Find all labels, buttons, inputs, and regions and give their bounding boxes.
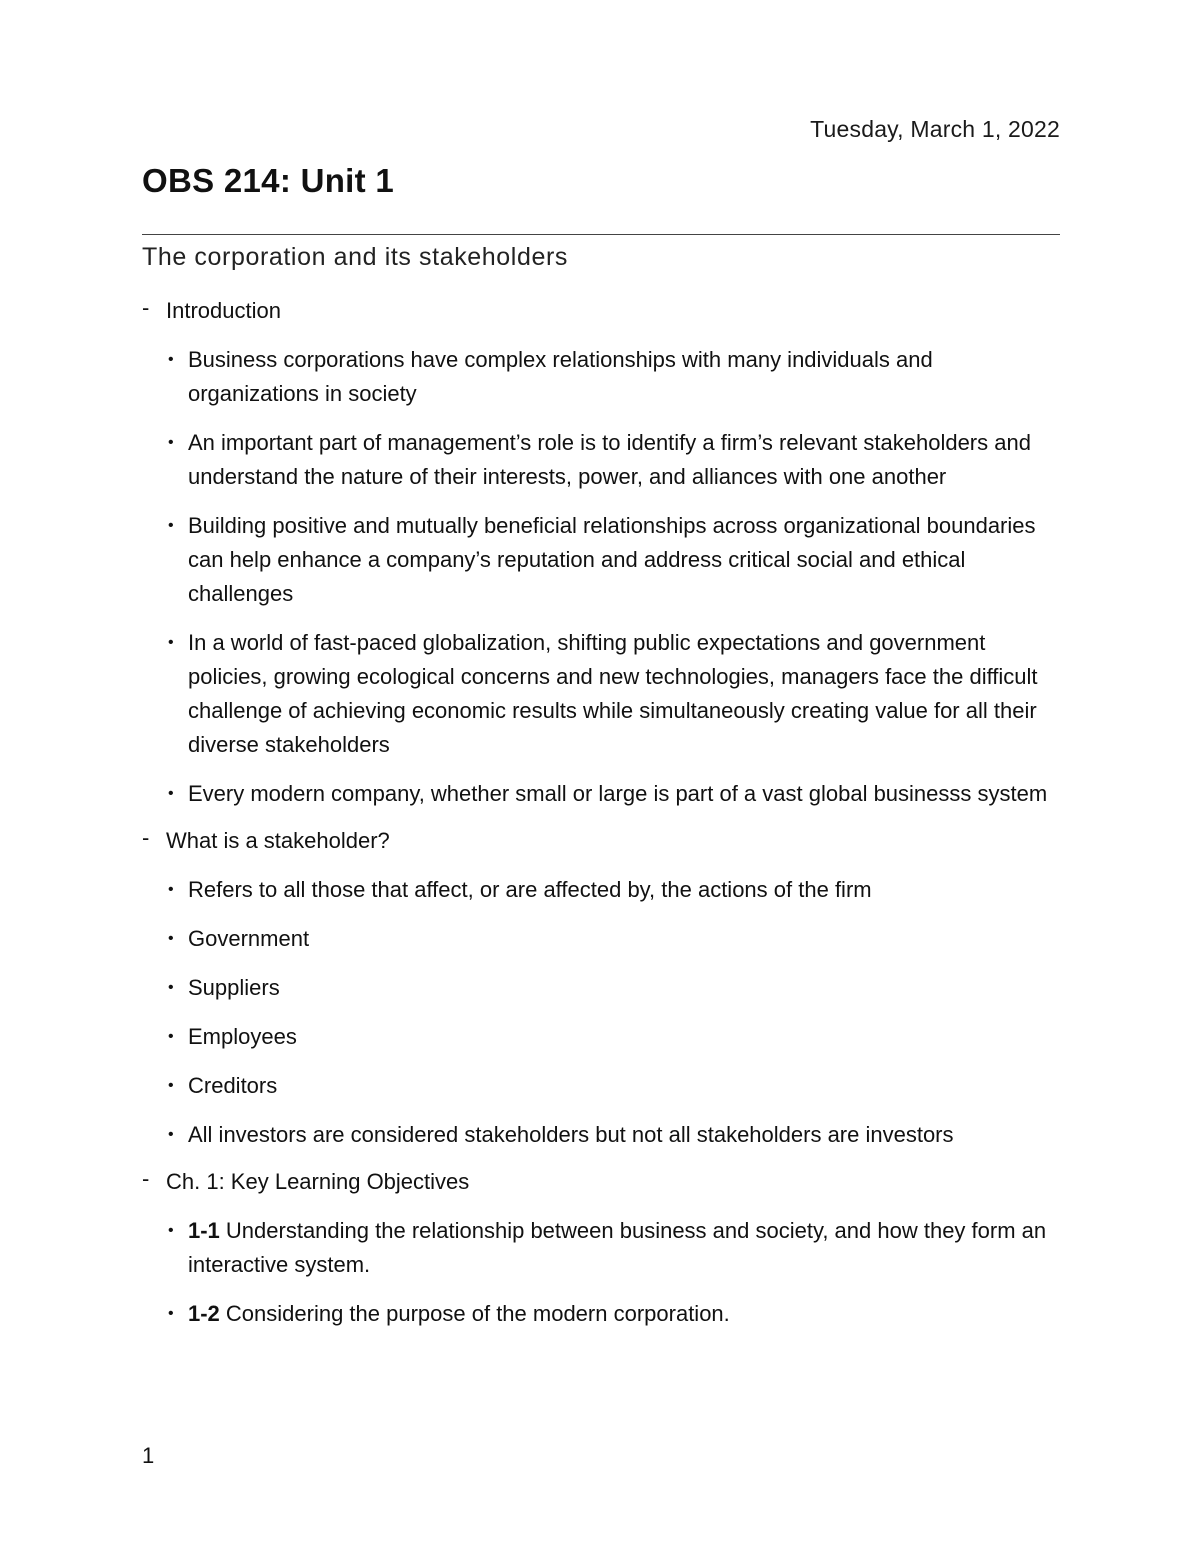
list-item-text: Employees [188,1024,297,1049]
dash-marker: - [142,295,150,320]
bullet-list [142,343,1060,811]
list-item-text: Creditors [188,1073,278,1098]
section-subtitle: The corporation and its stakeholders [142,243,568,271]
bullet-list [142,873,1060,1152]
section-heading-text: Ch. 1: Key Learning Objectives [166,1169,470,1194]
list-item-text: Government [188,926,310,951]
section-learning-objectives [142,1167,1060,1331]
bullet-marker: • [168,979,174,996]
list-item-text: Refers to all those that affect, or are affected by, the actions of the firm [188,877,872,902]
list-item [142,343,1060,411]
section-heading [142,296,1060,326]
bullet-list [142,1214,1060,1331]
list-item [142,509,1060,611]
list-item [142,1069,1060,1103]
bullet-marker: • [168,434,174,451]
list-item-text: In a world of fast-paced globalization, shifting public expectations and government policies, growing ecological concerns and new technologies, managers face the difficult challenge of achieving economic results while simultaneously creating value for all their diverse stakeholders [188,630,1038,757]
list-item [142,1020,1060,1054]
list-item-text: Business corporations have complex relationships with many individuals and organizations in society [188,347,933,406]
list-item [142,1118,1060,1152]
bullet-marker: • [168,517,174,534]
page-number: 1 [142,1443,155,1468]
list-item [142,426,1060,494]
bullet-marker: • [168,930,174,947]
objective-text: Considering the purpose of the modern corporation. [219,1301,730,1326]
list-item [142,626,1060,762]
bullet-marker: • [168,351,174,368]
section-heading [142,1167,1060,1197]
bullet-marker: • [168,1077,174,1094]
bullet-marker: • [168,634,174,651]
section-heading-text: Introduction [166,298,281,323]
objective-text: Understanding the relationship between business and society, and how they form an interactive system. [188,1218,1047,1277]
list-item [142,922,1060,956]
document-title: OBS 214: Unit 1 [142,162,395,199]
list-item [142,1297,1060,1331]
list-item [142,971,1060,1005]
bullet-marker: • [168,1222,174,1239]
list-item [142,873,1060,907]
document-date: Tuesday, March 1, 2022 [810,116,1060,142]
bullet-marker: • [168,881,174,898]
bullet-marker: • [168,1305,174,1322]
list-item-text: Building positive and mutually beneficial relationships across organizational boundaries can help enhance a company’s reputation and address critical social and ethical challenges [188,513,1036,606]
title-divider [142,234,1060,235]
list-item [142,1214,1060,1282]
section-heading-text: What is a stakeholder? [166,828,390,853]
list-item-text: All investors are considered stakeholders but not all stakeholders are investors [188,1122,954,1147]
objective-code: 1-1 [188,1218,220,1243]
section-heading [142,826,1060,856]
bullet-marker: • [168,785,174,802]
dash-marker: - [142,825,150,850]
list-item-text: Suppliers [188,975,280,1000]
bullet-marker: • [168,1126,174,1143]
section-introduction [142,296,1060,811]
section-stakeholder [142,826,1060,1152]
list-item [142,777,1060,811]
document-body [142,296,1060,1346]
bullet-marker: • [168,1028,174,1045]
list-item-text: An important part of management’s role is to identify a firm’s relevant stakeholders and understand the nature of their interests, power, and alliances with one another [188,430,1031,489]
objective-code: 1-2 [188,1301,220,1326]
dash-marker: - [142,1166,150,1191]
list-item-text: Every modern company, whether small or large is part of a vast global businesss system [188,781,1048,806]
